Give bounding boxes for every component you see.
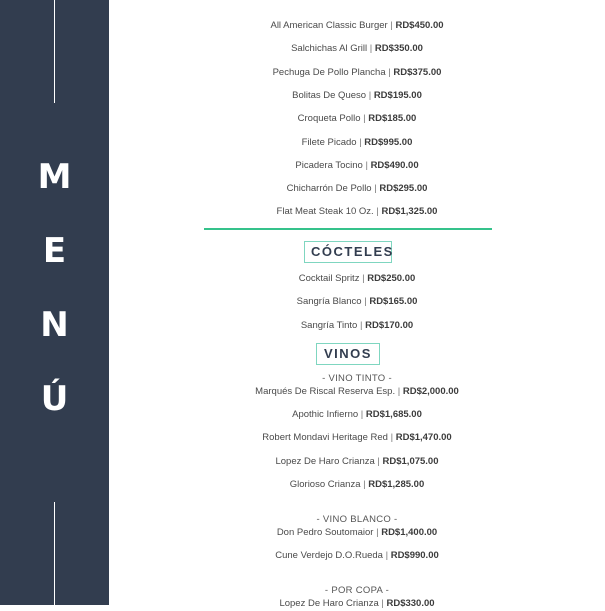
item-price: RD$1,470.00 [395, 432, 452, 443]
menu-item [109, 408, 605, 422]
menu-item [109, 478, 605, 492]
separator: | [360, 409, 364, 420]
separator: | [369, 43, 373, 54]
separator: | [363, 113, 366, 124]
menu-content [109, 0, 605, 609]
item-name: Filete Picado [301, 137, 357, 148]
menu-item [109, 526, 605, 540]
item-price: RD$165.00 [369, 296, 418, 307]
menu-item [109, 159, 605, 173]
subheading-vino-tinto: - VINO TINTO - [322, 373, 392, 384]
item-name: Sangría Tinto [300, 320, 358, 331]
menu-item [109, 597, 605, 611]
item-name: Apothic Infierno [292, 409, 359, 420]
item-name: Glorioso Crianza [289, 479, 361, 490]
menu-item [109, 272, 605, 286]
item-name: Flat Meat Steak 10 Oz. [276, 206, 374, 217]
item-name: Salchichas Al Grill [291, 43, 368, 54]
item-price: RD$1,400.00 [381, 527, 438, 538]
menu-item [109, 136, 605, 150]
item-price: RD$250.00 [367, 273, 416, 284]
item-price: RD$375.00 [393, 67, 442, 78]
menu-item [109, 112, 605, 126]
separator: | [364, 296, 367, 307]
item-name: Sangría Blanco [296, 296, 362, 307]
item-price: RD$995.00 [364, 137, 413, 148]
sidebar-letter-m: M [37, 157, 72, 197]
sidebar [0, 0, 109, 605]
menu-item [109, 549, 605, 563]
item-price: RD$490.00 [370, 160, 419, 171]
separator: | [377, 456, 380, 467]
separator: | [359, 137, 362, 148]
item-price: RD$295.00 [379, 183, 428, 194]
item-price: RD$1,685.00 [365, 409, 422, 420]
sidebar-letter-n: N [40, 305, 69, 345]
item-price: RD$185.00 [368, 113, 417, 124]
item-name: All American Classic Burger [270, 20, 388, 31]
menu-item [109, 431, 605, 445]
item-name: Robert Mondavi Heritage Red [262, 432, 388, 443]
section-title-cocteles: CÓCTELES [304, 241, 392, 263]
sidebar-bottom-line [54, 502, 55, 605]
subheading-vino-blanco: - VINO BLANCO - [316, 514, 398, 525]
item-name: Bolitas De Queso [292, 90, 367, 101]
item-price: RD$195.00 [373, 90, 422, 101]
item-price: RD$1,285.00 [368, 479, 425, 490]
item-name: Lopez De Haro Crianza [275, 456, 375, 467]
separator: | [359, 320, 363, 331]
item-price: RD$170.00 [365, 320, 414, 331]
menu-item [109, 295, 605, 309]
subheading-por-copa: - POR COPA - [324, 585, 390, 596]
separator: | [397, 386, 401, 397]
menu-item [109, 42, 605, 56]
item-name: Pechuga De Pollo Plancha [272, 67, 386, 78]
separator: | [363, 479, 366, 490]
item-name: Picadera Tocino [295, 160, 363, 171]
item-price: RD$330.00 [386, 598, 435, 609]
separator: | [385, 550, 389, 561]
item-name: Marqués De Riscal Reserva Esp. [255, 386, 396, 397]
separator: | [374, 183, 377, 194]
menu-item [109, 89, 605, 103]
item-name: Don Pedro Soutomaior [276, 527, 374, 538]
sidebar-letter-u: Ú [40, 379, 69, 419]
separator: | [376, 527, 379, 538]
item-name: Lopez De Haro Crianza [279, 598, 379, 609]
separator: | [376, 206, 379, 217]
menu-item [109, 182, 605, 196]
item-price: RD$450.00 [395, 20, 444, 31]
menu-item [109, 455, 605, 469]
item-price: RD$990.00 [390, 550, 439, 561]
separator: | [381, 598, 384, 609]
item-price: RD$1,325.00 [381, 206, 438, 217]
item-price: RD$1,075.00 [382, 456, 439, 467]
item-name: Cune Verdejo D.O.Rueda [275, 550, 383, 561]
section-title-vinos: VINOS [316, 343, 380, 365]
item-price: RD$350.00 [374, 43, 423, 54]
menu-item [109, 66, 605, 80]
menu-item [109, 19, 605, 33]
menu-item [109, 205, 605, 219]
separator: | [390, 20, 393, 31]
item-name: Chicharrón De Pollo [286, 183, 372, 194]
menu-item [109, 319, 605, 333]
separator: | [390, 432, 394, 443]
sidebar-letter-e: E [42, 231, 67, 271]
item-name: Cocktail Spritz [298, 273, 360, 284]
section-divider [204, 228, 492, 230]
item-name: Croqueta Pollo [297, 113, 361, 124]
menu-item [109, 385, 605, 399]
separator: | [388, 67, 391, 78]
separator: | [368, 90, 372, 101]
separator: | [362, 273, 365, 284]
item-price: RD$2,000.00 [402, 386, 459, 397]
separator: | [365, 160, 368, 171]
sidebar-top-line [54, 0, 55, 103]
